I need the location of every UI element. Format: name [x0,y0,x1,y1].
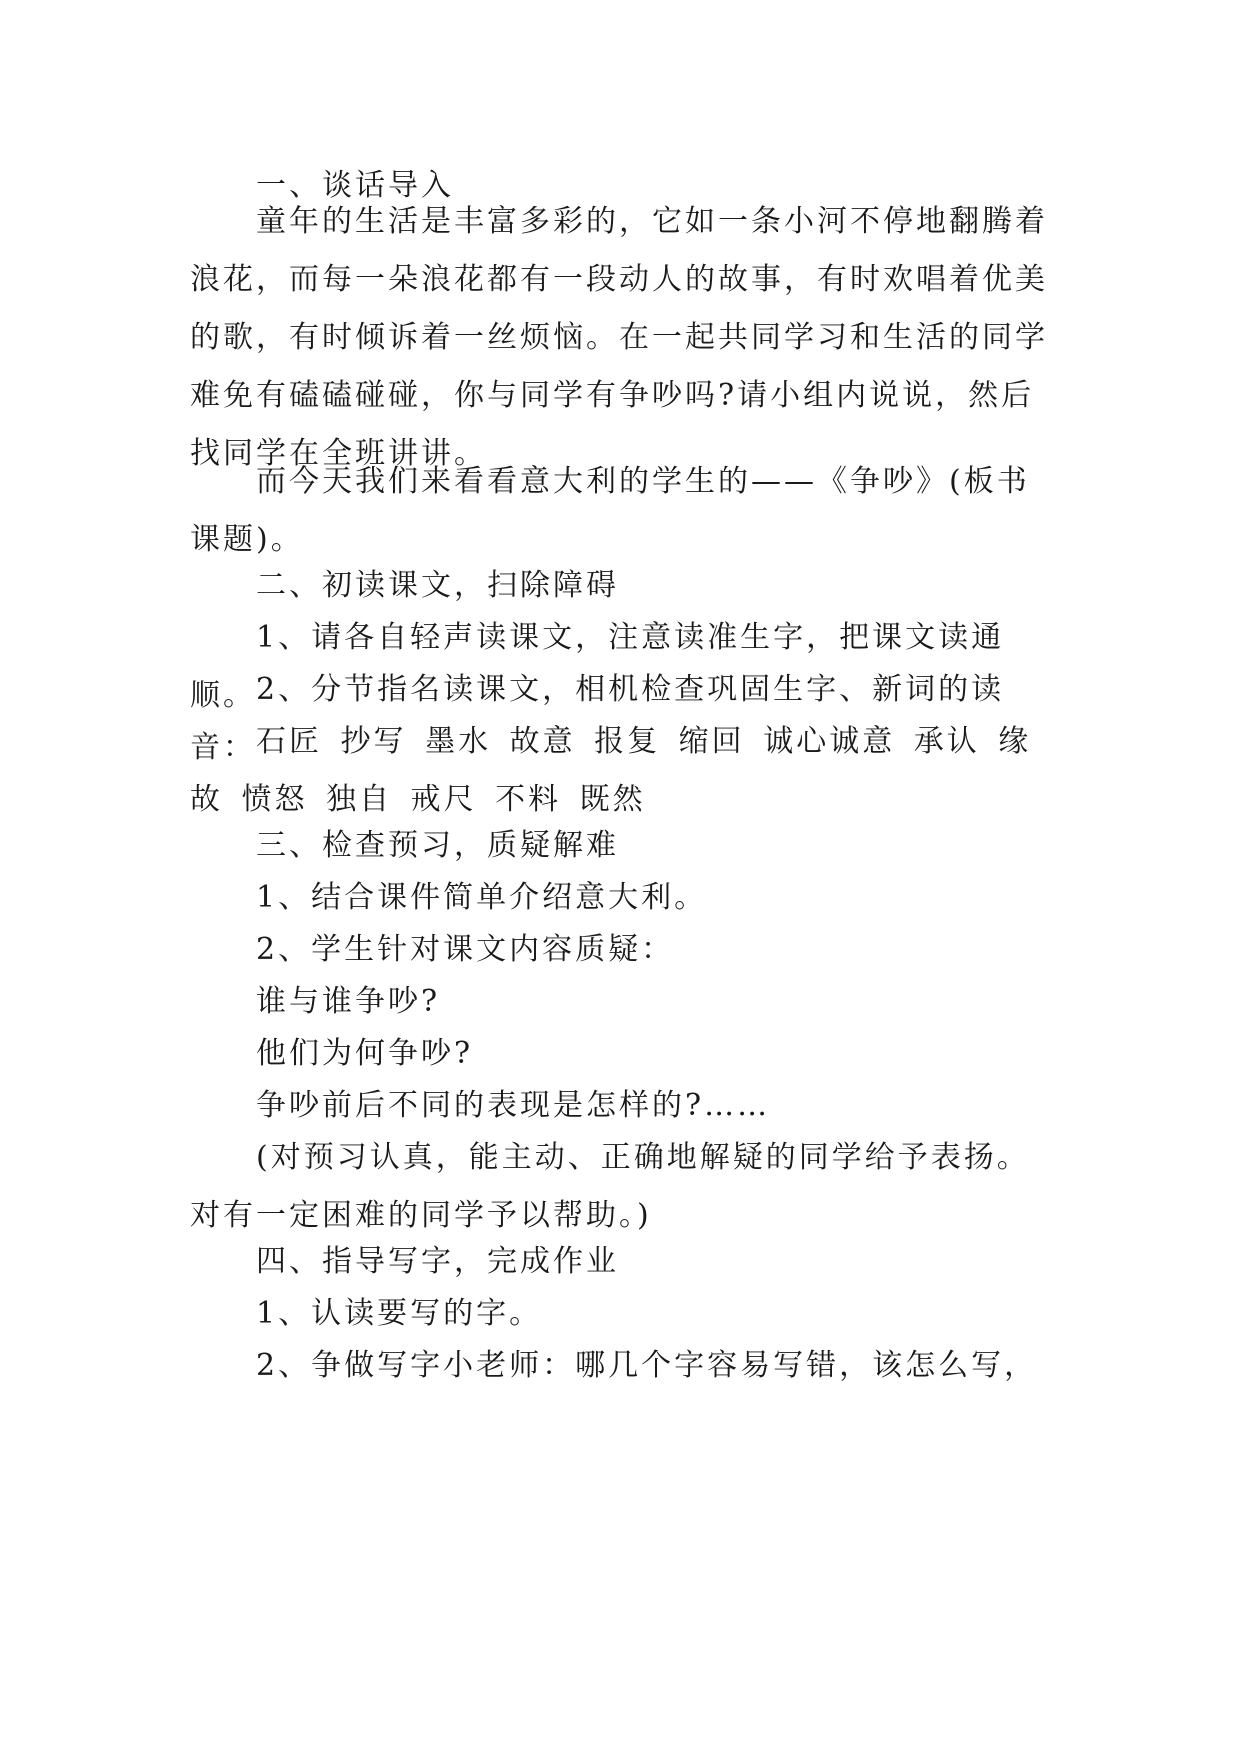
paragraph-intro: 童年的生活是丰富多彩的，它如一条小河不停地翻腾着浪花，而每一朵浪花都有一段动人的故事，有时欢唱着优美的歌，有时倾诉着一丝烦恼。在一起共同学习和生活的同学难免有磕磕碰碰，你与同学有争吵吗?请小组内说说，然后找同学在全班讲讲。 [190,204,1048,471]
vocabulary-list: 石匠 抄写 墨水 故意 报复 缩回 诚心诚意 承认 缘故 愤怒 独自 戒尺 不料 既然 [190,724,1032,817]
section-heading-4: 四、指导写字，完成作业 [256,1244,619,1279]
step-item: 2、学生针对课文内容质疑： [256,932,675,967]
paragraph-lesson-title: 而今天我们来看看意大利的学生的——《争吵》(板书课题)。 [190,464,1030,557]
step-item: 1、认读要写的字。 [256,1296,543,1331]
question-item: 争吵前后不同的表现是怎样的?…… [256,1088,771,1123]
step-item: 2、分节指名读课文，相机检查巩固生字、新词的读音： [190,672,1005,765]
question-item: 谁与谁争吵? [256,984,441,1019]
section-heading-1: 一、谈话导入 [256,168,454,203]
step-item: 1、结合课件简单介绍意大利。 [256,880,708,915]
step-item: 2、争做写字小老师：哪几个字容易写错，该怎么写， [256,1348,1038,1383]
step-item: 1、请各自轻声读课文，注意读准生字，把课文读通顺。 [190,620,1005,713]
section-heading-3: 三、检查预习，质疑解难 [256,828,619,863]
section-heading-2: 二、初读课文，扫除障碍 [256,568,619,603]
question-item: 他们为何争吵? [256,1036,474,1071]
teacher-note: (对预习认真，能主动、正确地解疑的同学给予表扬。对有一定困难的同学予以帮助。) [190,1140,1030,1233]
